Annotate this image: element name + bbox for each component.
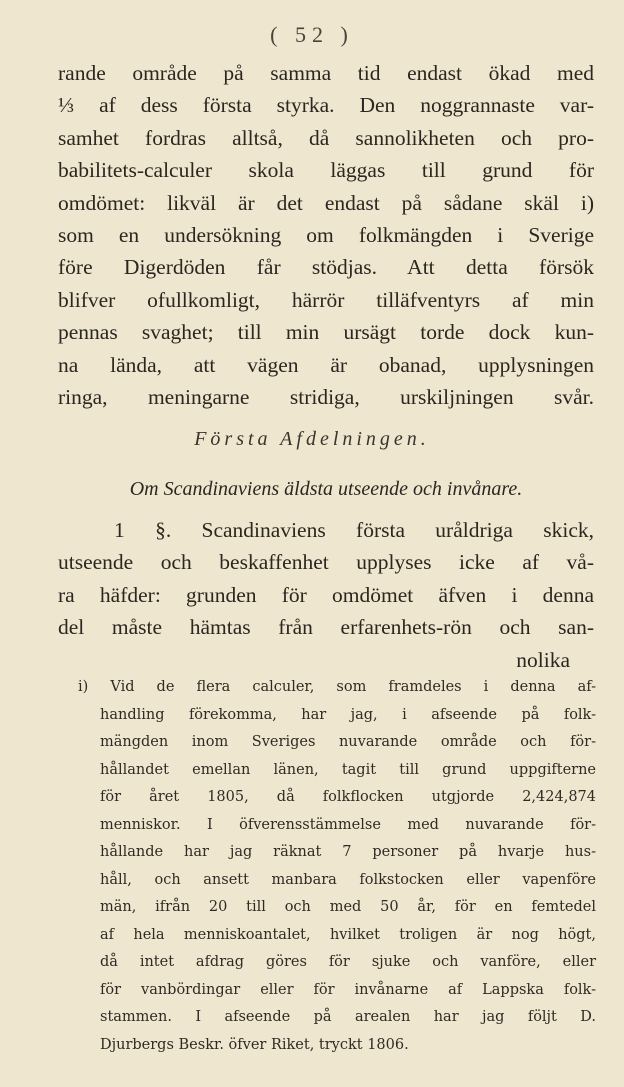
- section-text: [58, 514, 594, 676]
- text-line: 1 §. Scandinaviens första uråldriga skick,: [114, 518, 594, 542]
- footnote-line: män, ifrån 20 till och med 50 år, för en femtedel: [100, 899, 596, 915]
- text-line: na lända, att vägen är obanad, upplysningen: [58, 352, 594, 377]
- text-line: ringa, meningarne stridiga, urskiljningen svår.: [58, 384, 594, 409]
- text-line: samhet fordras alltså, då sannolikheten och pro-: [58, 125, 594, 150]
- text-line: utseende och beskaffenhet upplyses icke af vå-: [58, 550, 594, 575]
- text-line: blifver ofullkomligt, härrör tilläfventyrs af min: [58, 287, 594, 312]
- page-number: ( 52 ): [270, 22, 354, 47]
- footnote-line: i) Vid de flera calculer, som framdeles i denna af-: [78, 679, 596, 695]
- footnote-line: stammen. I afseende på arealen har jag följt D.: [100, 1009, 596, 1025]
- section-heading: Första Afdelningen.: [194, 428, 430, 450]
- footnote: [78, 674, 596, 1059]
- footnote-line: då intet afdrag göres för sjuke och vanföre, eller: [100, 954, 596, 970]
- footnote-line: mängden inom Sveriges nuvarande område och för-: [100, 734, 596, 750]
- text-line: pennas svaghet; till min ursägt torde dock kun-: [58, 320, 594, 345]
- footnote-line: håll, och ansett manbara folkstocken eller vapenföre: [100, 871, 596, 888]
- footnote-line: för vanbördingar eller för invånarne af Lappska folk-: [100, 981, 596, 998]
- body-text: [58, 57, 594, 413]
- text-line: före Digerdöden får stödjas. Att detta försök: [58, 255, 594, 280]
- footnote-line: handling förekomma, har jag, i afseende på folk-: [100, 706, 596, 723]
- catchword: nolika: [516, 647, 570, 672]
- footnote-line: hållandet emellan länen, tagit till grund uppgifterne: [100, 761, 596, 778]
- text-line: som en undersökning om folkmängden i Sverige: [58, 222, 594, 247]
- footnote-line: af hela menniskoantalet, hvilket troligen är nog högt,: [100, 926, 596, 943]
- text-line: del måste hämtas från erfarenhets-rön och san-: [58, 615, 594, 640]
- text-line: rande område på samma tid endast ökad med: [58, 61, 594, 85]
- text-line: ⅓ af dess första styrka. Den noggrannaste var-: [58, 93, 594, 118]
- footnote-line: menniskor. I öfverensstämmelse med nuvarande för-: [100, 816, 596, 833]
- footnote-line: hållande har jag räknat 7 personer på hvarje hus-: [100, 844, 596, 860]
- text-line: ra häfder: grunden för omdömet äfven i denna: [58, 582, 594, 607]
- chapter-heading: Om Scandinaviens äldsta utseende och invånare.: [129, 478, 523, 500]
- text-line: omdömet: likväl är det endast på sådane skäl i): [58, 190, 594, 215]
- footnote-line: Djurbergs Beskr. öfver Riket, tryckt 1806.: [100, 1036, 409, 1053]
- text-line: babilitets-calculer skola läggas till grund för: [58, 158, 594, 183]
- footnote-line: för året 1805, då folkflocken utgjorde 2,424,874: [100, 789, 596, 805]
